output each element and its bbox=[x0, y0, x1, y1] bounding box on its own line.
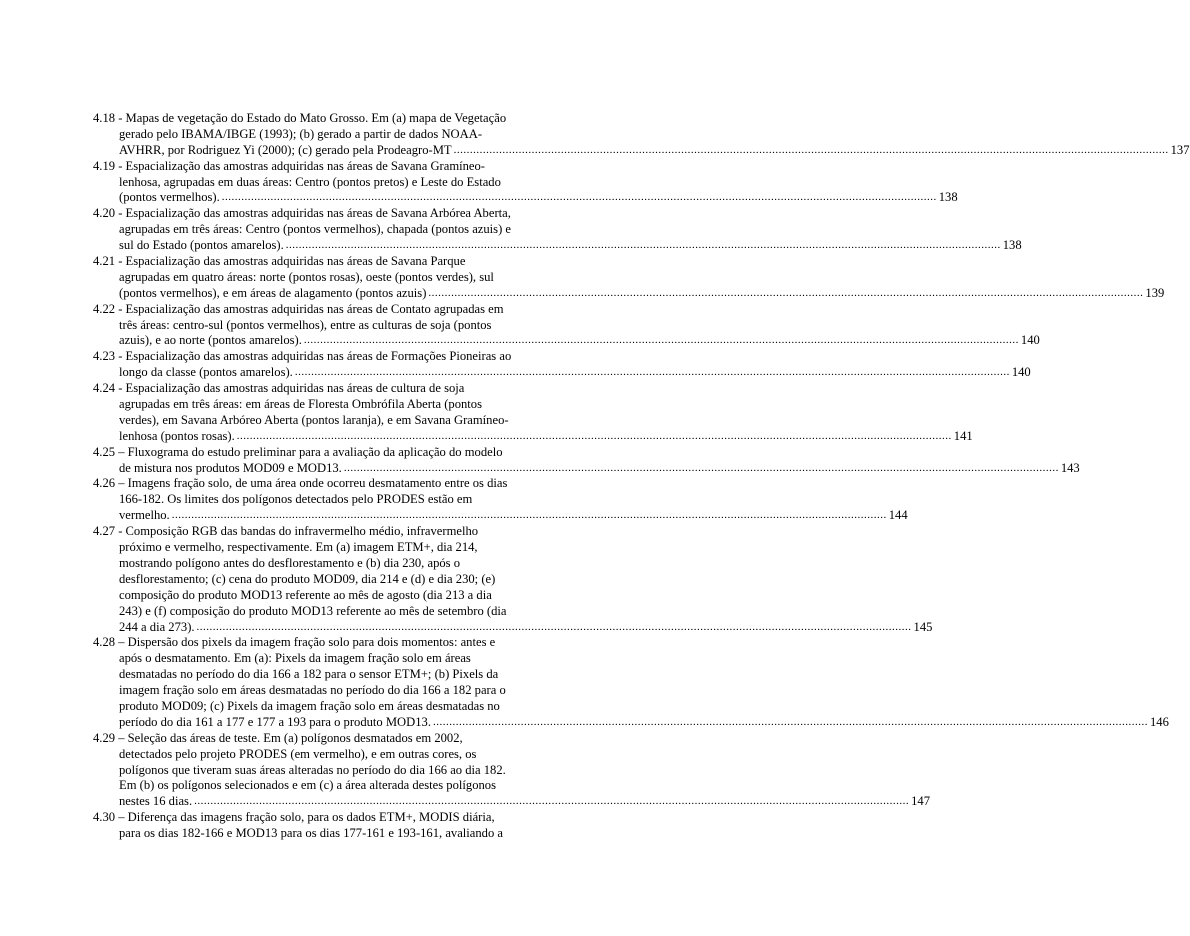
toc-entry-text: 4.22 - Espacialização das amostras adquiridas nas áreas de Contato agrupadas em bbox=[93, 301, 504, 316]
toc-entry-text: 4.20 - Espacialização das amostras adquiridas nas áreas de Savana Arbórea Aberta, bbox=[93, 206, 511, 221]
toc-entry-line bbox=[93, 492, 559, 508]
toc-page-number: 138 bbox=[1002, 238, 1022, 253]
dot-leader: ............................................................................................................................................................................................................................ bbox=[453, 143, 1169, 156]
toc-entry-line bbox=[93, 572, 559, 588]
toc-entry-text: três áreas: centro-sul (pontos vermelhos), entre as culturas de soja (pontos bbox=[119, 317, 492, 332]
toc-entry-text: gerado pelo IBAMA/IBGE (1993); (b) gerado a partir de dados NOAA- bbox=[119, 126, 483, 141]
toc-entry bbox=[93, 206, 1022, 254]
dot-leader: ............................................................................................................................................................................................................................ bbox=[294, 366, 1010, 379]
dot-leader: ............................................................................................................................................................................................................................ bbox=[236, 429, 952, 442]
dot-leader: ............................................................................................................................................................................................................................ bbox=[194, 795, 910, 808]
toc-entry-line bbox=[93, 206, 559, 222]
toc-page-number: 145 bbox=[913, 619, 933, 634]
toc-entry-line bbox=[93, 540, 559, 556]
toc-entry-line bbox=[93, 428, 973, 445]
list-of-figures bbox=[93, 111, 1190, 842]
toc-entry-text: 166-182. Os limites dos polígonos detectados pelo PRODES estão em bbox=[119, 492, 473, 507]
toc-entry-text: AVHRR, por Rodriguez Yi (2000); (c) gerado pela Prodeagro-MT bbox=[119, 142, 452, 157]
toc-entry bbox=[93, 301, 1040, 350]
toc-entry-text: agrupadas em três áreas: em áreas de Floresta Ombrófila Aberta (pontos bbox=[119, 397, 482, 412]
toc-entry-line bbox=[93, 778, 559, 794]
toc-entry-text: 4.26 – Imagens fração solo, de uma área onde ocorreu desmatamento entre os dias bbox=[93, 476, 508, 491]
toc-page-number: 141 bbox=[953, 428, 973, 443]
toc-entry bbox=[93, 476, 908, 524]
toc-entry-text: para os dias 182-166 e MOD13 para os dias 177-161 e 193-161, avaliando a bbox=[119, 826, 504, 841]
toc-entry-text: polígonos que tiveram suas áreas alteradas no período do dia 166 ao dia 182. bbox=[119, 762, 506, 777]
dot-leader: ............................................................................................................................................................................................................................ bbox=[432, 715, 1148, 728]
toc-entry-text: 244 a dia 273). bbox=[119, 619, 195, 634]
toc-entry-text: vermelho. bbox=[119, 508, 170, 523]
toc-entry-text: 4.23 - Espacialização das amostras adquiridas nas áreas de Formações Pioneiras ao bbox=[93, 349, 512, 364]
toc-entry-line bbox=[93, 159, 559, 175]
toc-entry-text: 4.30 – Diferença das imagens fração solo, para os dados ETM+, MODIS diária, bbox=[93, 810, 495, 825]
toc-entry-text: sul do Estado (pontos amarelos). bbox=[119, 238, 284, 253]
toc-entry-text: 4.21 - Espacialização das amostras adquiridas nas áreas de Savana Parque bbox=[93, 254, 466, 269]
toc-entry-line bbox=[93, 826, 559, 842]
toc-entry-line bbox=[93, 476, 559, 492]
toc-page-number: 138 bbox=[938, 190, 958, 205]
toc-entry-line bbox=[93, 190, 958, 206]
toc-entry-line bbox=[93, 524, 559, 540]
toc-entry-text: período do dia 161 a 177 e 177 a 193 para o produto MOD13. bbox=[119, 714, 431, 729]
toc-entry-line bbox=[93, 397, 559, 413]
toc-entry-text: composição do produto MOD13 referente ao mês de agosto (dia 213 a dia bbox=[119, 587, 492, 602]
toc-entry-text: verdes), em Savana Arbóreo Aberta (pontos laranja), e em Savana Gramíneo- bbox=[119, 412, 509, 427]
dot-leader: ............................................................................................................................................................................................................................ bbox=[428, 286, 1144, 299]
toc-entry-line bbox=[93, 413, 559, 429]
toc-entry-line bbox=[93, 302, 559, 318]
toc-entry-text: Em (b) os polígonos selecionados e em (c) a área alterada destes polígonos bbox=[119, 778, 496, 793]
toc-entry-line bbox=[93, 381, 559, 397]
toc-entry bbox=[93, 444, 1080, 477]
toc-page-number: 146 bbox=[1149, 714, 1169, 729]
toc-entry-text: detectados pelo projeto PRODES (em vermelho), e em outras cores, os bbox=[119, 746, 477, 761]
toc-entry-text: de mistura nos produtos MOD09 e MOD13. bbox=[119, 460, 342, 475]
toc-page-number: 139 bbox=[1145, 285, 1165, 300]
toc-entry-text: próximo e vermelho, respectivamente. Em (a) imagem ETM+, dia 214, bbox=[119, 540, 478, 555]
toc-entry bbox=[93, 524, 933, 635]
toc-entry-line bbox=[93, 365, 1031, 381]
toc-page-number: 144 bbox=[888, 508, 908, 523]
toc-entry-text: 4.28 – Dispersão dos pixels da imagem fração solo para dois momentos: antes e bbox=[93, 635, 496, 650]
toc-entry-text: (pontos vermelhos), e em áreas de alagamento (pontos azuis) bbox=[119, 285, 427, 300]
toc-entry bbox=[93, 381, 973, 445]
toc-entry-line bbox=[93, 794, 930, 810]
toc-entry-text: após o desmatamento. Em (a): Pixels da imagem fração solo em áreas bbox=[119, 651, 471, 666]
dot-leader: ............................................................................................................................................................................................................................ bbox=[285, 239, 1001, 252]
toc-entry-line bbox=[93, 142, 1190, 159]
dot-leader: ............................................................................................................................................................................................................................ bbox=[303, 334, 1019, 347]
toc-entry-line bbox=[93, 349, 559, 365]
toc-entry-line bbox=[93, 683, 559, 699]
toc-page-number: 140 bbox=[1020, 333, 1040, 348]
toc-entry-text: produto MOD09; (c) Pixels da imagem fração solo em áreas desmatadas no bbox=[119, 698, 500, 713]
toc-entry bbox=[93, 635, 1169, 730]
toc-entry-text: azuis), e ao norte (pontos amarelos). bbox=[119, 333, 302, 348]
toc-entry bbox=[93, 158, 958, 207]
toc-page-number: 143 bbox=[1060, 460, 1080, 475]
toc-entry-line bbox=[93, 175, 559, 191]
toc-entry bbox=[93, 810, 559, 842]
toc-entry-line bbox=[93, 763, 559, 779]
toc-entry-line bbox=[93, 111, 559, 127]
toc-entry-line bbox=[93, 127, 559, 143]
toc-entry-text: 243) e (f) composição do produto MOD13 referente ao mês de setembro (dia bbox=[119, 603, 507, 618]
toc-entry-line bbox=[93, 810, 559, 826]
toc-entry-line bbox=[93, 238, 1022, 254]
toc-entry-text: 4.25 – Fluxograma do estudo preliminar para a avaliação da aplicação do modelo bbox=[93, 444, 503, 459]
toc-entry-line bbox=[93, 604, 559, 620]
toc-entry-text: agrupadas em quatro áreas: norte (pontos rosas), oeste (pontos verdes), sul bbox=[119, 269, 494, 284]
toc-entry-line bbox=[93, 333, 1040, 349]
toc-entry-line bbox=[93, 445, 559, 461]
toc-entry-text: lenhosa (pontos rosas). bbox=[119, 428, 235, 443]
toc-entry-line bbox=[93, 270, 559, 286]
toc-entry-line bbox=[93, 667, 559, 683]
dot-leader: ............................................................................................................................................................................................................................ bbox=[171, 509, 887, 522]
toc-entry-text: 4.24 - Espacialização das amostras adquiridas nas áreas de cultura de soja bbox=[93, 381, 465, 396]
toc-entry-line bbox=[93, 635, 559, 651]
toc-entry-text: 4.27 - Composição RGB das bandas do infravermelho médio, infravermelho bbox=[93, 524, 479, 539]
dot-leader: ............................................................................................................................................................................................................................ bbox=[343, 461, 1059, 474]
toc-entry-text: agrupadas em três áreas: Centro (pontos vermelhos), chapada (pontos azuis) e bbox=[119, 222, 512, 237]
toc-entry-text: lenhosa, agrupadas em duas áreas: Centro (pontos pretos) e Leste do Estado bbox=[119, 174, 501, 189]
toc-entry-line bbox=[93, 731, 559, 747]
toc-entry-text: 4.18 - Mapas de vegetação do Estado do Mato Grosso. Em (a) mapa de Vegetação bbox=[93, 111, 507, 125]
toc-page-number: 140 bbox=[1011, 365, 1031, 380]
toc-entry-line bbox=[93, 651, 559, 667]
toc-entry-line bbox=[93, 318, 559, 334]
toc-entry bbox=[93, 349, 1031, 381]
toc-entry-line bbox=[93, 588, 559, 604]
toc-entry-text: mostrando polígono antes do desflorestamento e (b) dia 230, após o bbox=[119, 555, 461, 570]
toc-page-number: 147 bbox=[911, 794, 930, 809]
toc-entry bbox=[93, 111, 1190, 159]
toc-entry-line bbox=[93, 508, 908, 524]
toc-entry-text: imagem fração solo em áreas desmatadas no período do dia 166 a 182 para o bbox=[119, 683, 506, 698]
toc-entry-line bbox=[93, 714, 1169, 731]
toc-entry-line bbox=[93, 556, 559, 572]
toc-entry-text: longo da classe (pontos amarelos). bbox=[119, 365, 293, 380]
toc-entry-text: desmatadas no período do dia 166 a 182 para o sensor ETM+; (b) Pixels da bbox=[119, 667, 499, 682]
toc-entry-text: (pontos vermelhos). bbox=[119, 190, 220, 205]
toc-entry-text: 4.29 – Seleção das áreas de teste. Em (a) polígonos desmatados em 2002, bbox=[93, 730, 463, 745]
toc-entry-line bbox=[93, 747, 559, 763]
toc-entry-line bbox=[93, 222, 559, 238]
toc-entry-line bbox=[93, 460, 1080, 477]
toc-entry-text: nestes 16 dias. bbox=[119, 794, 193, 809]
toc-entry-line bbox=[93, 254, 559, 270]
dot-leader: ............................................................................................................................................................................................................................ bbox=[196, 620, 912, 633]
toc-entry-text: desflorestamento; (c) cena do produto MOD09, dia 214 e (d) e dia 230; (e) bbox=[119, 571, 496, 586]
toc-entry-line bbox=[93, 699, 559, 715]
toc-entry-line bbox=[93, 619, 933, 636]
dot-leader: ............................................................................................................................................................................................................................ bbox=[221, 191, 937, 204]
toc-page-number: 137 bbox=[1170, 142, 1190, 157]
toc-entry bbox=[93, 730, 930, 810]
toc-entry-text: 4.19 - Espacialização das amostras adquiridas nas áreas de Savana Gramíneo- bbox=[93, 158, 485, 173]
toc-entry-line bbox=[93, 285, 1165, 302]
toc-entry bbox=[93, 254, 1165, 302]
